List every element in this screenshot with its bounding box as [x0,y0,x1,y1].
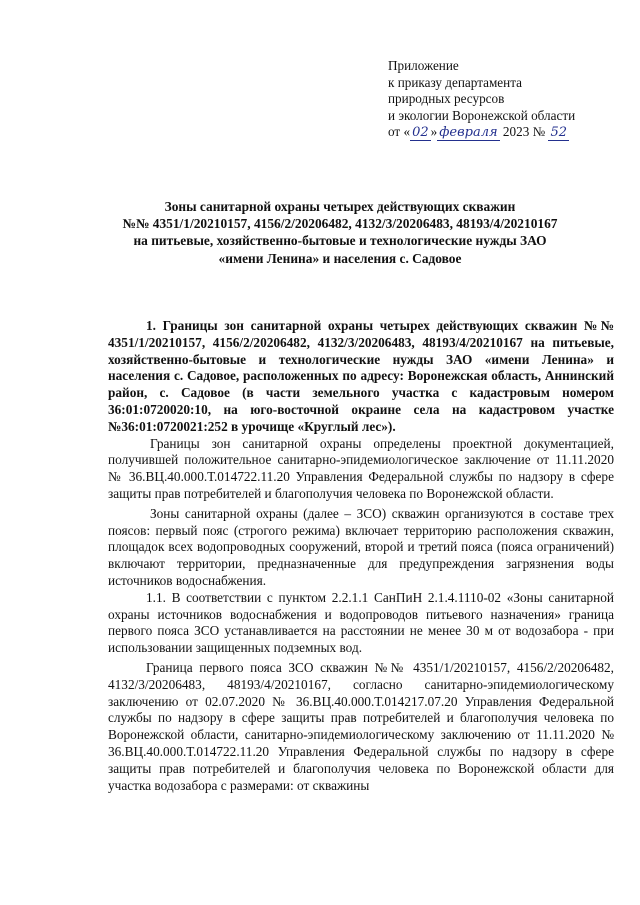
document-title [80,198,600,267]
title-line-1: Зоны санитарной охраны четырех действующих скважин [164,199,516,214]
date-prefix: от « [388,124,411,140]
paragraph-3: 1.1. В соответствии с пунктом 2.2.1.1 СанПиН 2.1.4.1110-02 «Зоны санитарной охраны источников водоснабжения и водопроводов питьевого назначения» граница первого пояса ЗСО устанавливается на расстоянии не менее 30 м от водозабора - при использовании защищенных подземных вод. [108,589,614,656]
title-line-2: №№ 4351/1/20210157, 4156/2/20206482, 4132/3/20206483, 48193/4/20210167 [122,216,558,232]
paragraph-4: Граница первого пояса ЗСО скважин №№ 4351/1/20210157, 4156/2/20206482, 4132/3/20206483, 48193/4/20210167, согласно санитарно-эпидемиологическому заключению от 02.07.2020 № 36.ВЦ.40.000.Т.014217.07.20 Управления Федеральной службы по надзору в сфере защиты прав потребителей и благополучия человека по Воронежской области, санитарно-эпидемиологическому заключению от 11.11.2020 № 36.ВЦ.40.000.Т.014722.11.20 Управления Федеральной службы по надзору в сфере защиты прав потребителей и благополучия человека по Воронежской области для участка водозабора с размерами: от скважины [108,659,614,793]
section-1-heading: 1. Границы зон санитарной охраны четырех действующих скважин №№ 4351/1/20210157, 4156/2/20206482, 4132/3/20206483, 48193/4/20210167 на питьевые, хозяйственно-бытовые и технологические нужды ЗАО «имени Ленина» и населения с. Садовое, расположенных по адресу: Воронежская область, Аннинский район, с. Садовое (в части земельного участка с кадастровым номером 36:01:0720020:10, на юго-восточной окраине села на кадастровом участке №36:01:0720021:252 в урочище «Круглый лес»). [108,318,614,434]
appendix-date-line [388,124,628,142]
appendix-line-4: и экологии Воронежской области [388,107,576,123]
date-mid: » [430,124,438,140]
appendix-block [388,58,628,142]
date-year: 2023 № [499,124,549,140]
handwritten-day: 02 [412,125,429,141]
appendix-line-1: Приложение [388,58,459,73]
title-line-4: «имени Ленина» и населения с. Садовое [218,250,462,266]
handwritten-month: февраля [439,125,498,141]
appendix-line-2: к приказу департамента [388,74,522,90]
appendix-line-3: природных ресурсов [388,91,505,107]
paragraph-1: Границы зон санитарной охраны определены проектной документацией, получившей положительное санитарно-эпидемиологическое заключение от 11.11.2020 № 36.ВЦ.40.000.Т.014722.11.20 Управления Федеральной службы по надзору в сфере защиты прав потребителей и благополучия человека по Воронежской области. [108,435,614,501]
title-line-3: на питьевые, хозяйственно-бытовые и технологические нужды ЗАО [133,233,547,249]
paragraph-2: Зоны санитарной охраны (далее – ЗСО) скважин организуются в составе трех поясов: первый пояс (строгого режима) включает территорию расположения скважин, площадок всех водопроводных сооружений, второй и третий пояса (пояса ограничений) включают территории, предназначенные для предупреждения загрязнения воды источников водоснабжения. [108,505,614,588]
document-body [108,318,614,794]
handwritten-order-number: 52 [550,125,568,141]
